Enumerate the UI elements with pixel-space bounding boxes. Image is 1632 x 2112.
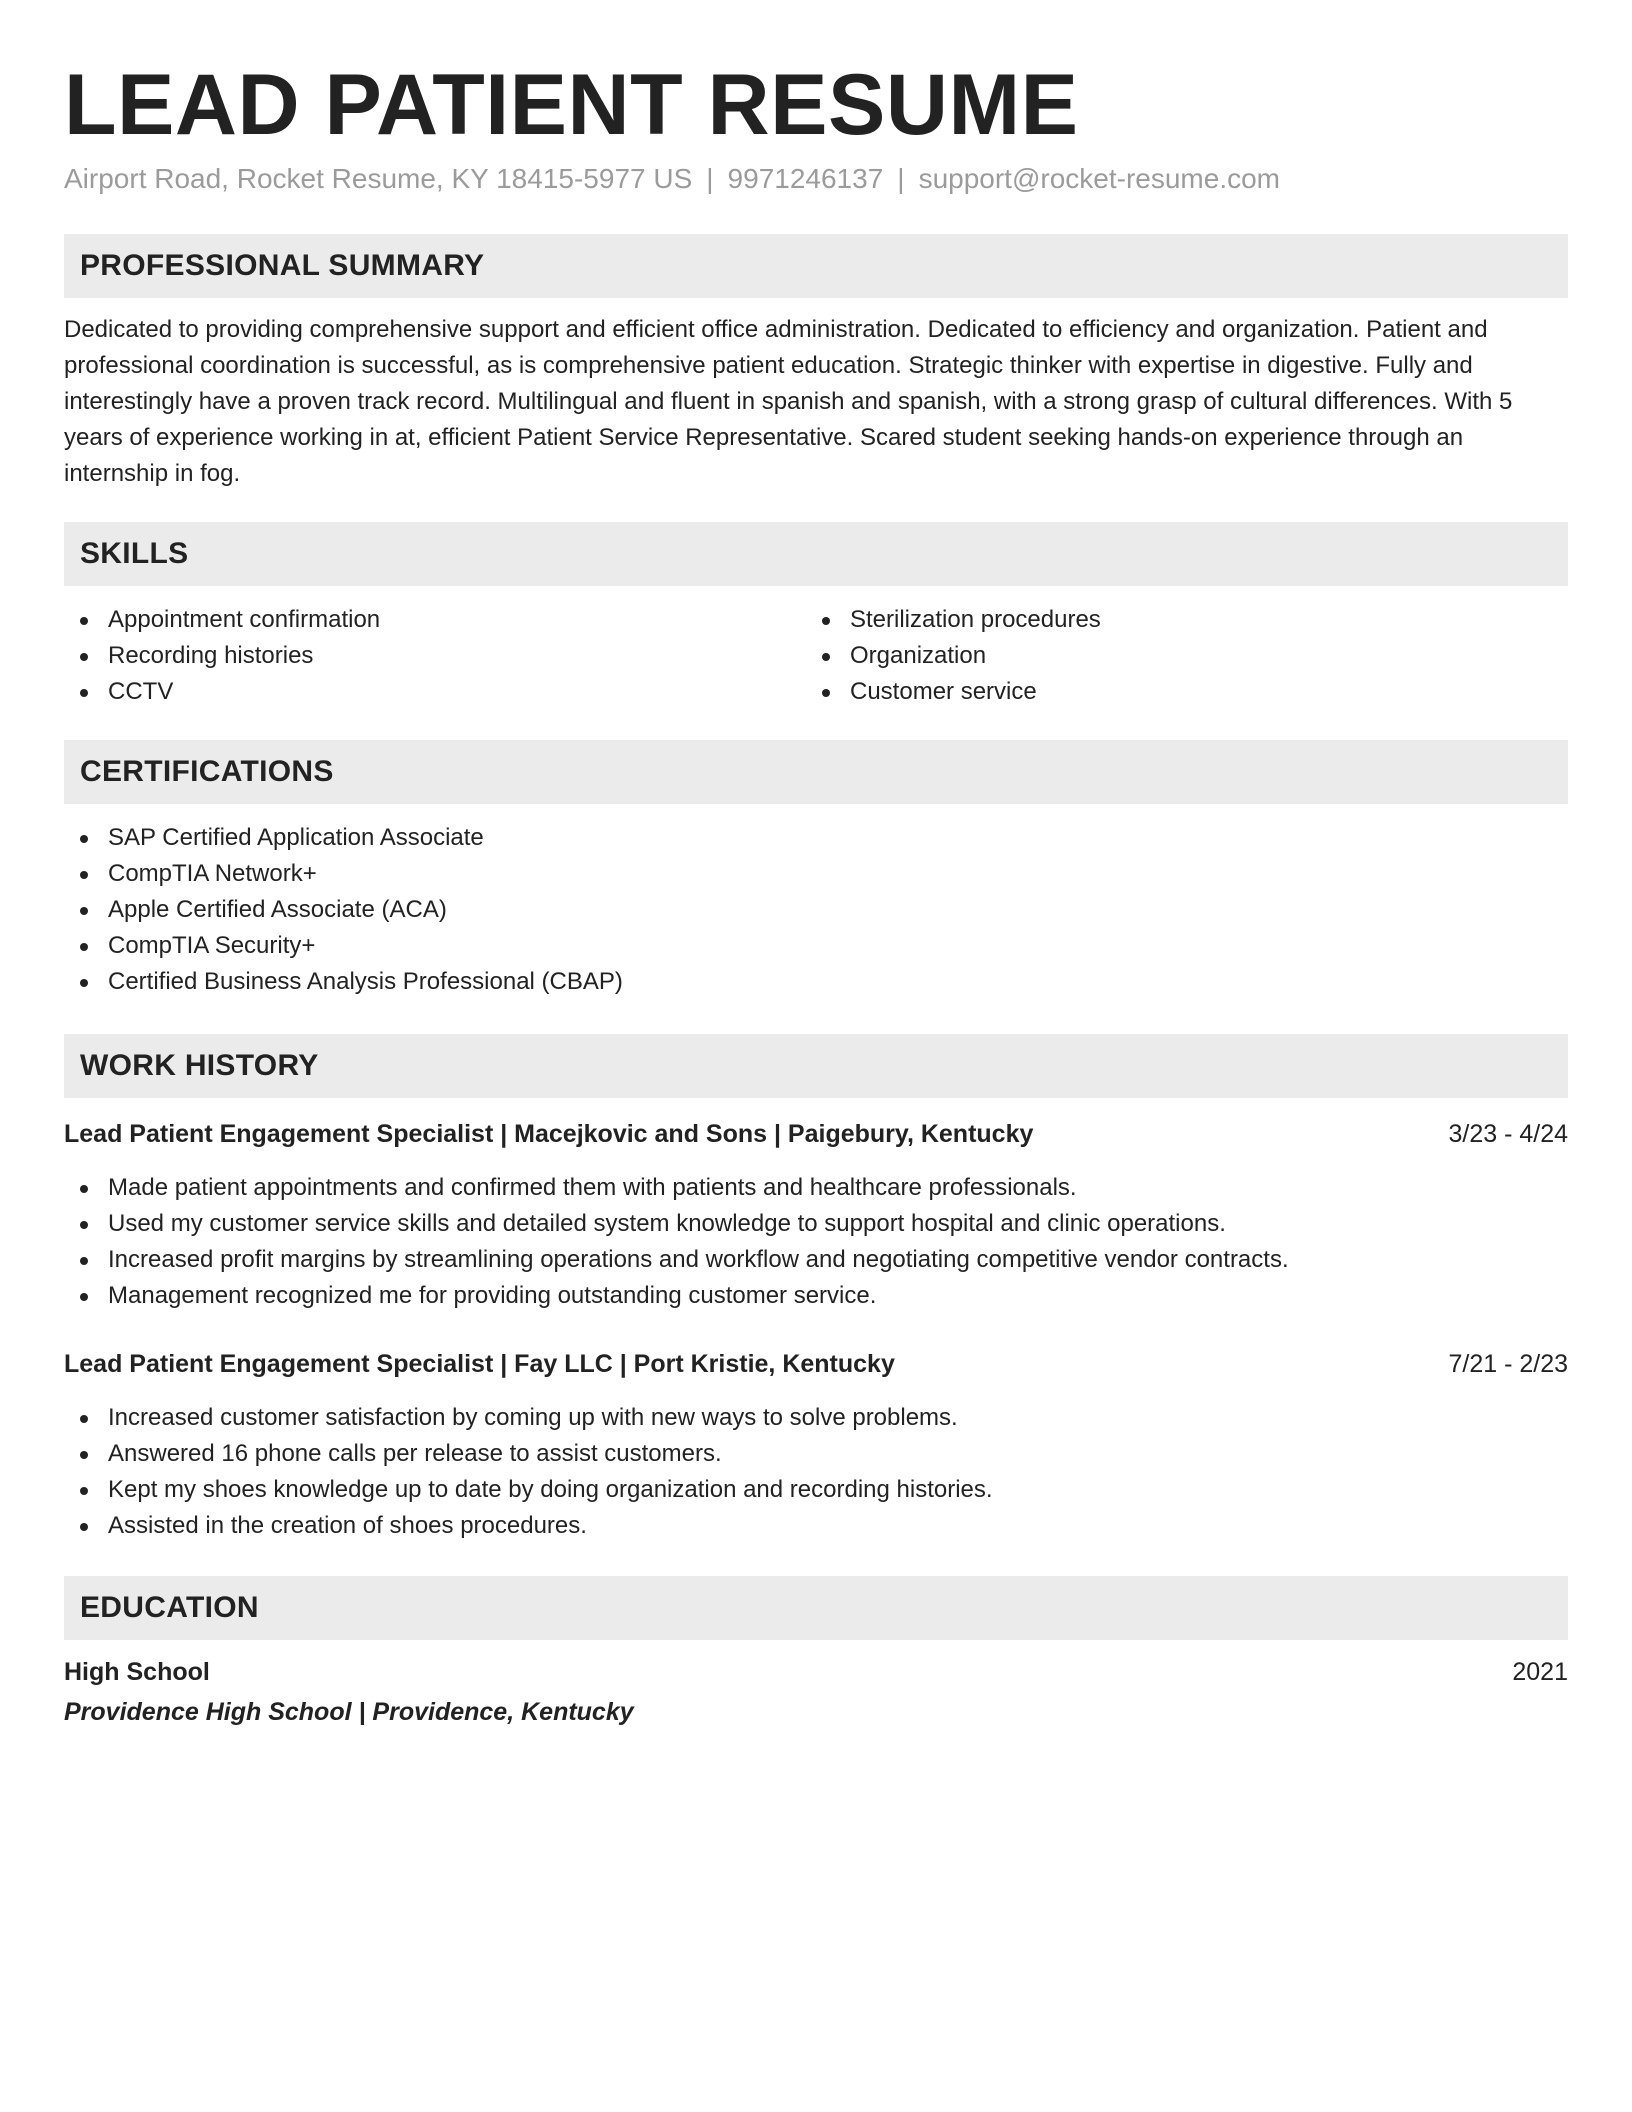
education-header [64,1654,1568,1690]
job-bullet: Used my customer service skills and detailed system knowledge to support hospital and clinic operations. [64,1206,1568,1242]
skills-list-left [64,602,806,710]
certifications-section-header [64,740,1568,804]
section-title: PROFESSIONAL SUMMARY [80,249,485,282]
job-entry [64,1116,1568,1314]
summary-text: Dedicated to providing comprehensive support and efficient office administration. Dedicated to efficiency and organization. Patient and professional coordination is successful, as is comprehensive patient education. Strategic thinker with expertise in digestive. Fully and interestingly have a proven track record. Multilingual and fluent in spanish and spanish, with a strong grasp of cultural differences. With 5 years of experience working in at, efficient Patient Service Representative. Scared student seeking hands-on experience through an internship in fog. [64,316,1513,487]
job-bullets [64,1400,1568,1544]
job-bullet: Kept my shoes knowledge up to date by doing organization and recording histories. [64,1472,1568,1508]
education-school: Providence High School | Providence, Kentucky [64,1698,634,1726]
skill-item: Organization [806,638,1548,674]
contact-separator: | [897,163,905,194]
contact-address: Airport Road, Rocket Resume, KY 18415-5977 US [64,163,693,194]
skill-item: Sterilization procedures [806,602,1548,638]
skill-item: Customer service [806,674,1548,710]
contact-phone: 9971246137 [727,163,884,194]
certification-item: SAP Certified Application Associate [64,820,1568,856]
job-bullet: Assisted in the creation of shoes procedures. [64,1508,1568,1544]
job-heading: Lead Patient Engagement Specialist | Fay LLC | Port Kristie, Kentucky [64,1350,895,1378]
job-header [64,1346,1568,1382]
skills-grid [64,602,1568,710]
job-bullet: Management recognized me for providing outstanding customer service. [64,1278,1568,1314]
job-bullets [64,1170,1568,1314]
certification-item: CompTIA Network+ [64,856,1568,892]
education-section-header [64,1576,1568,1640]
section-title: CERTIFICATIONS [80,755,334,788]
job-bullet: Made patient appointments and confirmed them with patients and healthcare professionals. [64,1170,1568,1206]
section-title: EDUCATION [80,1591,259,1624]
certification-item: Certified Business Analysis Professional (CBAP) [64,964,1568,1000]
job-bullet: Answered 16 phone calls per release to assist customers. [64,1436,1568,1472]
certifications-list [64,820,1568,1000]
job-dates: 3/23 - 4/24 [1448,1120,1568,1148]
summary-section-header [64,234,1568,298]
certification-item: Apple Certified Associate (ACA) [64,892,1568,928]
job-header [64,1116,1568,1152]
section-title: WORK HISTORY [80,1049,319,1082]
education-year: 2021 [1512,1658,1568,1686]
job-entry [64,1346,1568,1544]
resume-page [64,0,1568,1730]
contact-email[interactable]: support@rocket-resume.com [918,163,1280,194]
contact-separator: | [706,163,714,194]
skill-item: CCTV [64,674,806,710]
education-degree: High School [64,1658,210,1686]
contact-line [64,162,1568,196]
job-bullet: Increased customer satisfaction by coming up with new ways to solve problems. [64,1400,1568,1436]
job-bullet: Increased profit margins by streamlining operations and workflow and negotiating competitive vendor contracts. [64,1242,1568,1278]
job-dates: 7/21 - 2/23 [1448,1350,1568,1378]
section-title: SKILLS [80,537,189,570]
work-history-section-header [64,1034,1568,1098]
resume-name: LEAD PATIENT RESUME [64,57,1079,153]
job-heading: Lead Patient Engagement Specialist | Macejkovic and Sons | Paigebury, Kentucky [64,1120,1034,1148]
skills-list-right [806,602,1548,710]
skill-item: Appointment confirmation [64,602,806,638]
certification-item: CompTIA Security+ [64,928,1568,964]
skills-section-header [64,522,1568,586]
skill-item: Recording histories [64,638,806,674]
